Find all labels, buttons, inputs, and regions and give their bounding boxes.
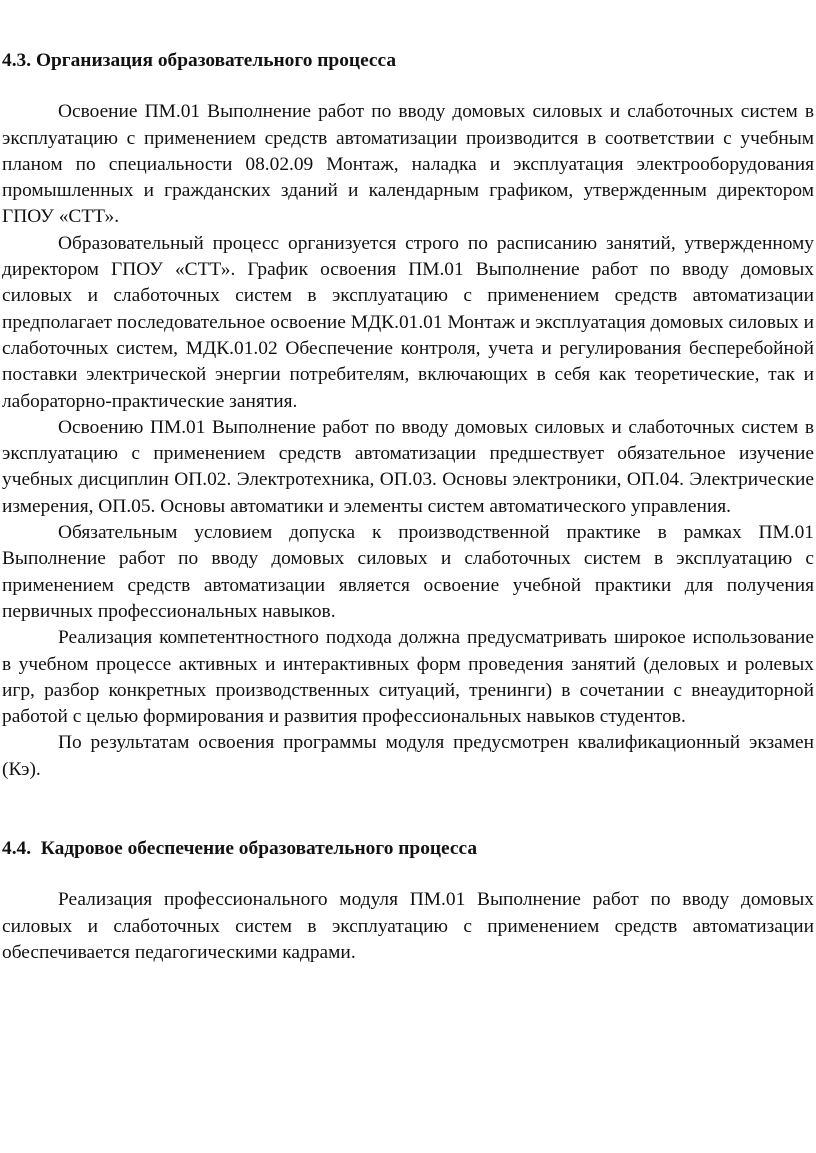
section-staffing bbox=[2, 836, 814, 966]
paragraph: Образовательный процесс организуется строго по расписанию занятий, утвержденному директором ГПОУ «СТТ». График освоения ПМ.01 Выполнение работ по вводу домовых силовых и слаботочных систем в эксплуатацию с применением средств автоматизации предполагает последовательное освоение МДК.01.01 Монтаж и эксплуатация домовых силовых и слаботочных систем, МДК.01.02 Обеспечение контроля, учета и регулирования бесперебойной поставки электрической энергии потребителям, включающих в себя как теоретические, так и лабораторно-практические занятия. bbox=[2, 232, 814, 412]
paragraph: Освоению ПМ.01 Выполнение работ по вводу домовых силовых и слаботочных систем в эксплуатацию с применением средств автоматизации предшествует обязательное изучение учебных дисциплин ОП.02. Электротехника, ОП.03. Основы электроники, ОП.04. Электрические измерения, ОП.05. Основы автоматики и элементы систем автоматического управления. bbox=[2, 416, 814, 517]
paragraph: Реализация профессионального модуля ПМ.01 Выполнение работ по вводу домовых силовых и слаботочных систем в эксплуатацию с применением средств автоматизации обеспечивается педагогическими кадрами. bbox=[2, 889, 814, 963]
paragraph: Реализация компетентностного подхода должна предусматривать широкое использование в учебном процессе активных и интерактивных форм проведения занятий (деловых и ролевых игр, разбор конкретных производственных ситуаций, тренинги) в сочетании с внеаудиторной работой с целью формирования и развития профессиональных навыков студентов. bbox=[2, 627, 814, 728]
paragraph: Обязательным условием допуска к производственной практике в рамках ПМ.01 Выполнение работ по вводу домовых силовых и слаботочных систем в эксплуатацию с применением средств автоматизации является освоение учебной практики для получения первичных профессиональных навыков. bbox=[2, 522, 814, 622]
section-heading bbox=[2, 48, 814, 74]
section-title: Кадровое обеспечение образовательного процесса bbox=[40, 838, 478, 860]
section-number: 4.3. bbox=[2, 50, 32, 71]
paragraph: По результатам освоения программы модуля предусмотрен квалификационный экзамен (Кэ). bbox=[2, 732, 814, 780]
paragraph: Освоение ПМ.01 Выполнение работ по вводу домовых силовых и слаботочных систем в эксплуатацию с применением средств автоматизации производится в соответствии с учебным планом по специальности 08.02.09 Монтаж, наладка и эксплуатация электрооборудования промышленных и гражданских зданий и календарным графиком, утвержденным директором ГПОУ «СТТ». bbox=[2, 101, 814, 228]
section-title: Организация образовательного процесса bbox=[35, 50, 397, 71]
section-number: 4.4. bbox=[2, 838, 32, 860]
section-organization bbox=[2, 48, 814, 783]
section-heading bbox=[2, 836, 814, 862]
